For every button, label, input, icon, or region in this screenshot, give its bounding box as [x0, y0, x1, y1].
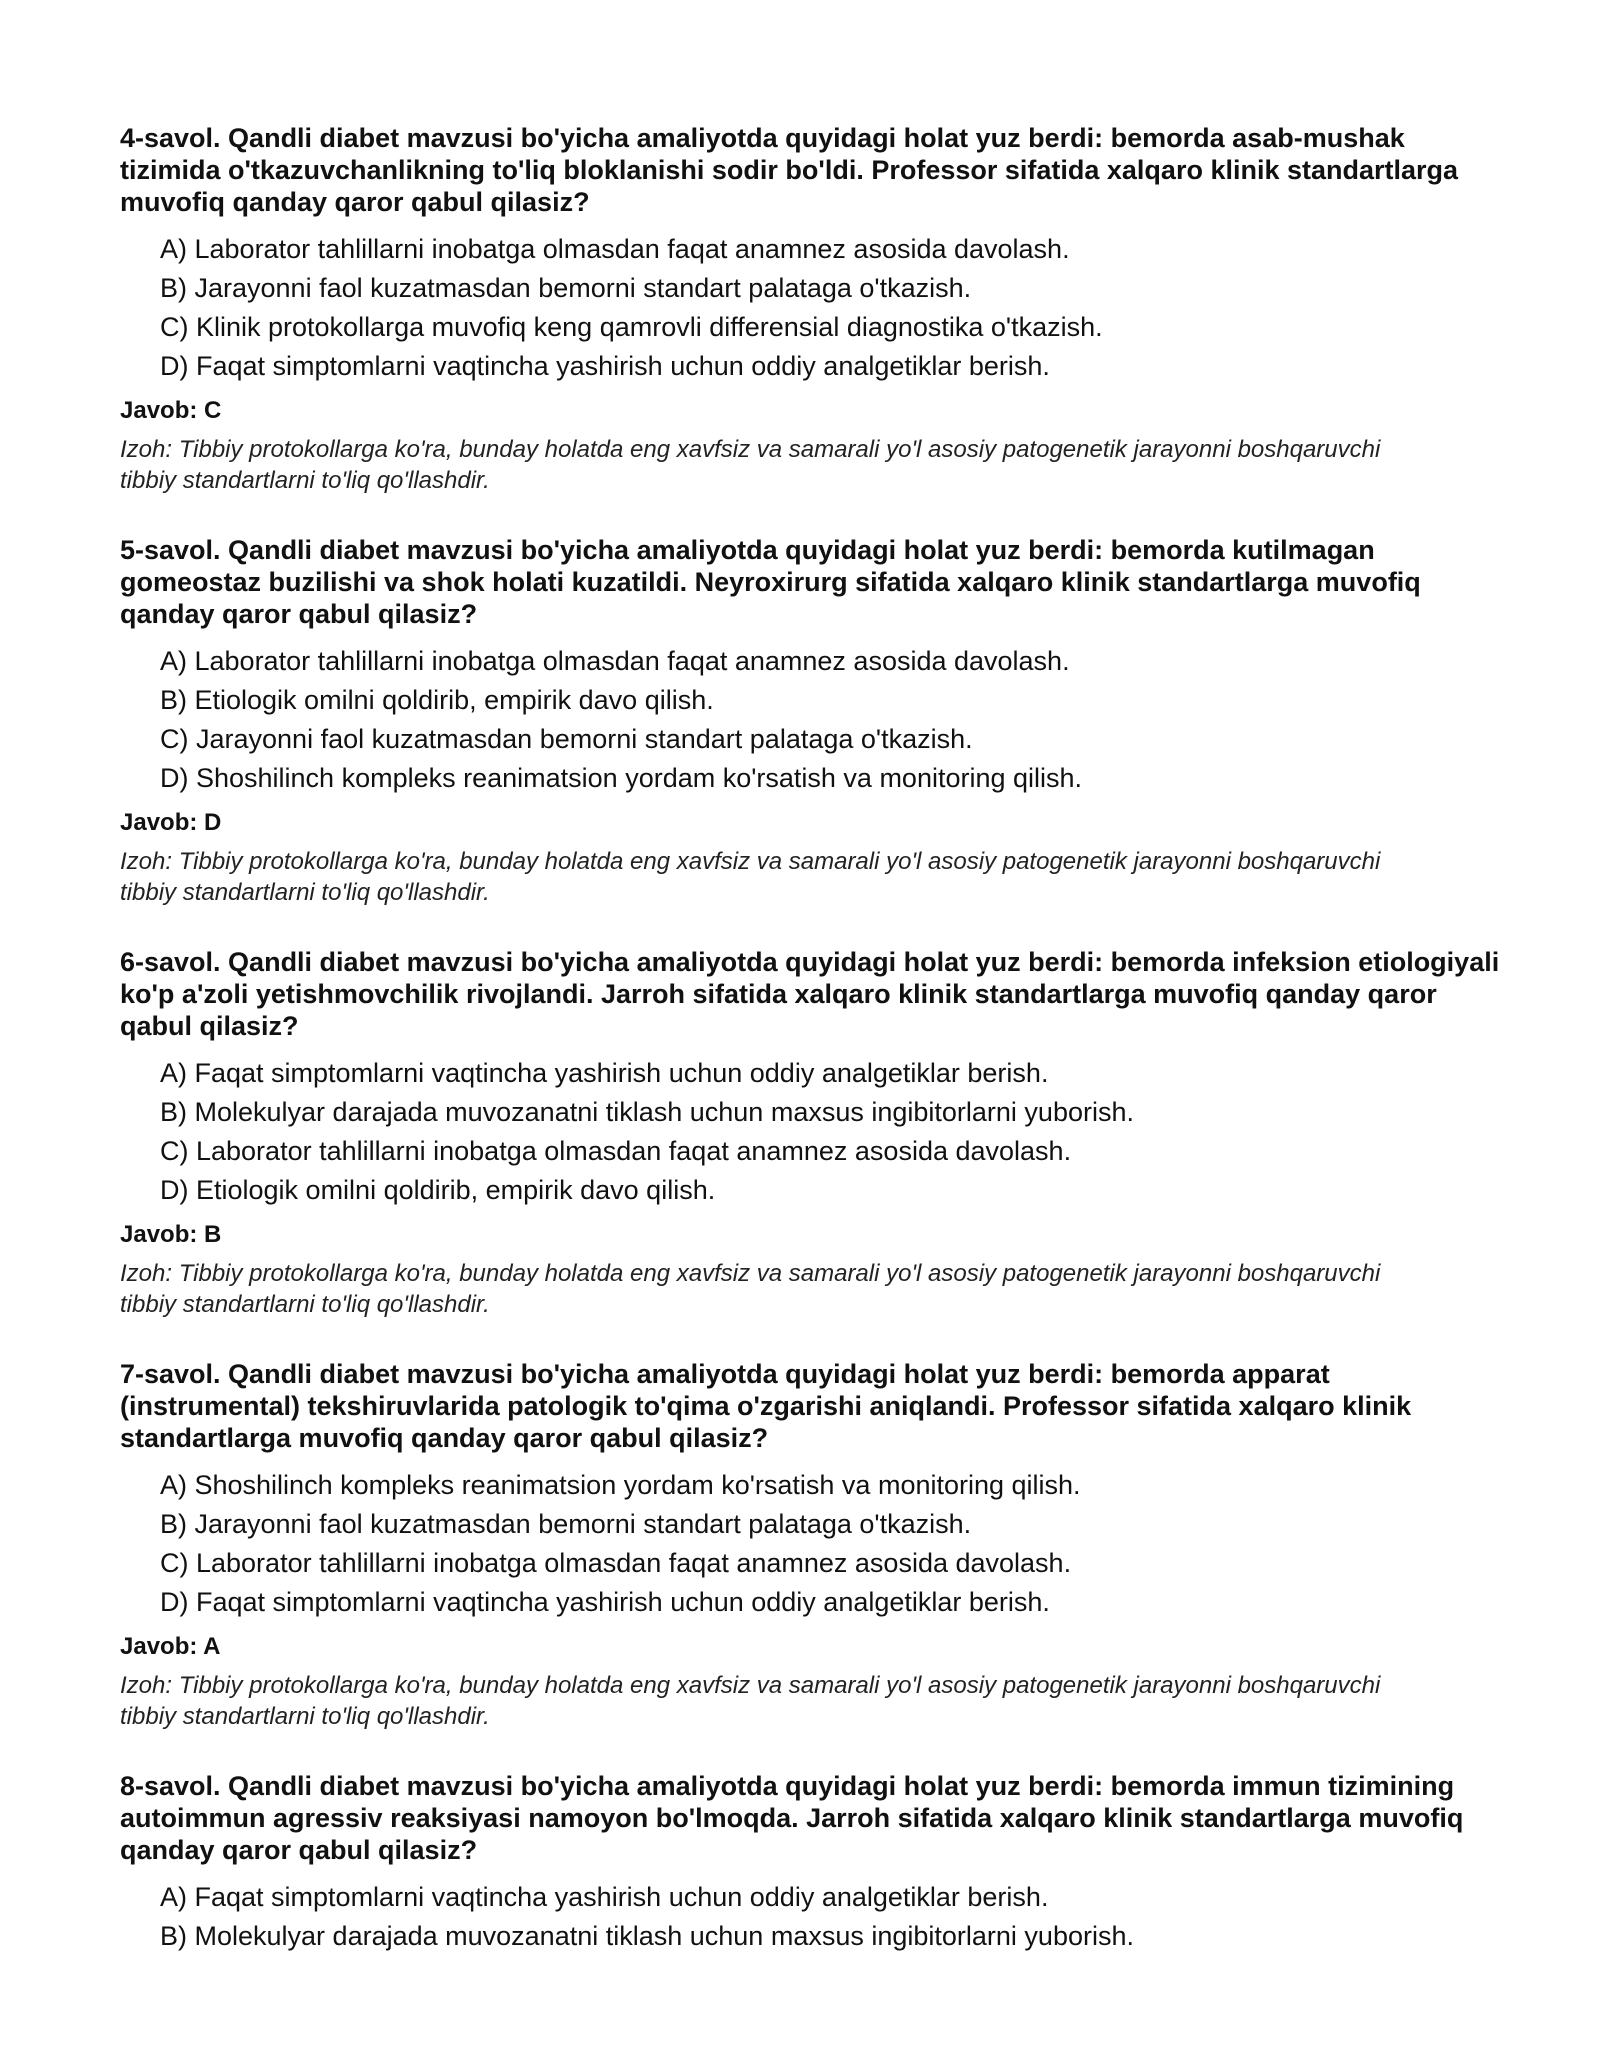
option-c: C) Jarayonni faol kuzatmasdan bemorni standart palataga o'tkazish. [160, 724, 973, 754]
option-a: A) Faqat simptomlarni vaqtincha yashirish uchun oddiy analgetiklar berish. [160, 1882, 1049, 1912]
question-block [120, 1770, 1500, 1956]
explanation-text: Izoh: Tibbiy protokollarga ko'ra, bunday holatda eng xavfsiz va samarali yo'l asosiy patogenetik jarayonni boshqaruvchi tibbiy standartlarni to'liq qo'llashdir. [120, 848, 1381, 906]
option-d: D) Shoshilinch kompleks reanimatsion yordam ko'rsatish va monitoring qilish. [160, 763, 1083, 793]
option-a: A) Shoshilinch kompleks reanimatsion yordam ko'rsatish va monitoring qilish. [160, 1470, 1081, 1500]
option-b: B) Jarayonni faol kuzatmasdan bemorni standart palataga o'tkazish. [160, 273, 972, 303]
options-list [120, 642, 1500, 798]
explanation-text: Izoh: Tibbiy protokollarga ko'ra, bunday holatda eng xavfsiz va samarali yo'l asosiy patogenetik jarayonni boshqaruvchi tibbiy standartlarni to'liq qo'llashdir. [120, 1260, 1381, 1318]
question-title: 5-savol. Qandli diabet mavzusi bo'yicha amaliyotda quyidagi holat yuz berdi: bemorda kutilmagan gomeostaz buzilishi va shok holati kuzatildi. Neyroxirurg sifatida xalqaro klinik standartlarga muvofiq qanday qaror qabul qilasiz? [120, 535, 1421, 629]
options-list [120, 1878, 1500, 1956]
option-c: C) Laborator tahlillarni inobatga olmasdan faqat anamnez asosida davolash. [160, 1548, 1072, 1578]
answer-label: Javob: C [120, 397, 222, 424]
options-list [120, 1466, 1500, 1622]
explanation-text: Izoh: Tibbiy protokollarga ko'ra, bunday holatda eng xavfsiz va samarali yo'l asosiy patogenetik jarayonni boshqaruvchi tibbiy standartlarni to'liq qo'llashdir. [120, 1672, 1381, 1730]
question-block [120, 946, 1500, 1320]
option-d: D) Faqat simptomlarni vaqtincha yashirish uchun oddiy analgetiklar berish. [160, 1587, 1050, 1617]
option-d: D) Faqat simptomlarni vaqtincha yashirish uchun oddiy analgetiklar berish. [160, 351, 1050, 381]
option-a: A) Faqat simptomlarni vaqtincha yashirish uchun oddiy analgetiklar berish. [160, 1058, 1049, 1088]
answer-label: Javob: D [120, 809, 222, 836]
question-block [120, 534, 1500, 908]
option-c: C) Klinik protokollarga muvofiq keng qamrovli differensial diagnostika o'tkazish. [160, 312, 1103, 342]
question-block [120, 1358, 1500, 1732]
option-b: B) Molekulyar darajada muvozanatni tiklash uchun maxsus ingibitorlarni yuborish. [160, 1097, 1134, 1127]
option-c: C) Laborator tahlillarni inobatga olmasdan faqat anamnez asosida davolash. [160, 1136, 1072, 1166]
question-block [120, 122, 1500, 496]
option-d: D) Etiologik omilni qoldirib, empirik davo qilish. [160, 1175, 716, 1205]
question-title: 4-savol. Qandli diabet mavzusi bo'yicha amaliyotda quyidagi holat yuz berdi: bemorda asab-mushak tizimida o'tkazuvchanlikning to'liq bloklanishi sodir bo'ldi. Professor sifatida xalqaro klinik standartlarga muvofiq qanday qaror qabul qilasiz? [120, 123, 1459, 217]
question-title: 6-savol. Qandli diabet mavzusi bo'yicha amaliyotda quyidagi holat yuz berdi: bemorda infeksion etiologiyali ko'p a'zoli yetishmovchilik rivojlandi. Jarroh sifatida xalqaro klinik standartlarga muvofiq qanday qaror qabul qilasiz? [120, 947, 1500, 1041]
question-title: 8-savol. Qandli diabet mavzusi bo'yicha amaliyotda quyidagi holat yuz berdi: bemorda immun tizimining autoimmun agressiv reaksiyasi namoyon bo'lmoqda. Jarroh sifatida xalqaro klinik standartlarga muvofiq qanday qaror qabul qilasiz? [120, 1771, 1464, 1865]
option-b: B) Molekulyar darajada muvozanatni tiklash uchun maxsus ingibitorlarni yuborish. [160, 1921, 1134, 1951]
question-title: 7-savol. Qandli diabet mavzusi bo'yicha amaliyotda quyidagi holat yuz berdi: bemorda apparat (instrumental) tekshiruvlarida patologik to'qima o'zgarishi aniqlandi. Professor sifatida xalqaro klinik standartlarga muvofiq qanday qaror qabul qilasiz? [120, 1359, 1412, 1453]
option-b: B) Etiologik omilni qoldirib, empirik davo qilish. [160, 685, 714, 715]
explanation-text: Izoh: Tibbiy protokollarga ko'ra, bunday holatda eng xavfsiz va samarali yo'l asosiy patogenetik jarayonni boshqaruvchi tibbiy standartlarni to'liq qo'llashdir. [120, 436, 1381, 494]
options-list [120, 230, 1500, 386]
option-b: B) Jarayonni faol kuzatmasdan bemorni standart palataga o'tkazish. [160, 1509, 972, 1539]
answer-label: Javob: B [120, 1221, 222, 1248]
option-a: A) Laborator tahlillarni inobatga olmasdan faqat anamnez asosida davolash. [160, 234, 1070, 264]
options-list [120, 1054, 1500, 1210]
option-a: A) Laborator tahlillarni inobatga olmasdan faqat anamnez asosida davolash. [160, 646, 1070, 676]
answer-label: Javob: A [120, 1633, 221, 1660]
document-page [120, 122, 1500, 1994]
